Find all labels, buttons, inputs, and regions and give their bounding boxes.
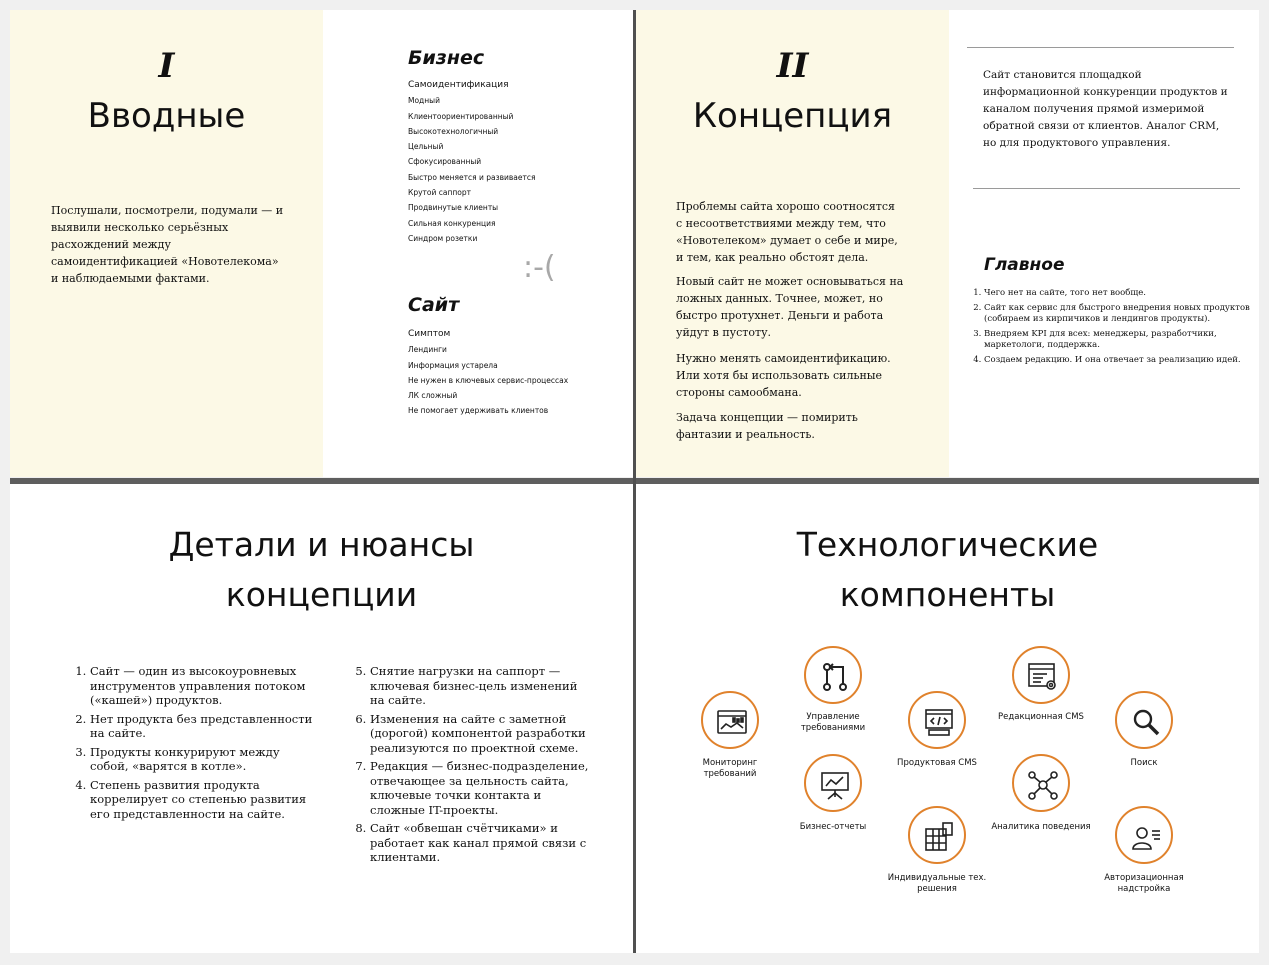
list-item: 4. Степень развития продукта коррелирует со степенью развития его представленности на сайте. [90, 778, 315, 822]
concept-paragraph: Новый сайт не может основываться на ложных данных. Точнее, может, но быстро протухнет. Деньги и работа уйдут в пустоту. [676, 275, 904, 339]
business-list [408, 78, 536, 246]
list-item: Не помогает удерживать клиентов [408, 406, 549, 416]
component-label: Редакционная CMS [998, 712, 1084, 722]
slide-title: Детали и нюансы [168, 525, 475, 564]
slide-intro [10, 10, 633, 477]
slide-details [10, 484, 633, 953]
details-list-left [70, 664, 315, 825]
monitoring-icon [701, 691, 759, 749]
slide-title: Вводные [87, 96, 246, 136]
slide-title: Технологические [796, 525, 1099, 564]
workflow-icon [804, 646, 862, 704]
divider [973, 188, 1240, 189]
presentation-chart-icon [804, 754, 862, 812]
concept-quote: Сайт становится площадкой информационной конкуренции продуктов и каналом получения прямой измеримой обратной связи от клиентов. Аналог CRM, но для продуктового управления. [983, 69, 1228, 149]
component-label: Продуктовая CMS [897, 758, 977, 768]
list-item: Цельный [408, 142, 444, 152]
component-label: Поиск [1130, 758, 1158, 768]
divider [967, 47, 1234, 48]
list-item: Крутой саппорт [408, 188, 471, 198]
component-label: Бизнес-отчеты [799, 822, 867, 832]
list-item: Сильная конкуренция [408, 218, 496, 228]
site-heading: Сайт [408, 294, 460, 316]
window-gear-icon [1012, 646, 1070, 704]
list-item: 2. Нет продукта без представленности на сайте. [90, 712, 315, 741]
list-item: Сфокусированный [408, 157, 482, 167]
business-heading: Бизнес [408, 47, 485, 69]
component-label: Аналитика поведения [991, 822, 1091, 832]
grid-pen-icon [908, 806, 966, 864]
concept-paragraph: Задача концепции — помирить фантазии и реальность. [676, 411, 858, 441]
main-list [968, 288, 1252, 369]
list-item: Продвинутые клиенты [408, 203, 499, 213]
concept-paragraph: Нужно менять самоидентификацию. Или хотя бы использовать сильные стороны самообмана. [676, 352, 891, 399]
search-icon [1115, 691, 1173, 749]
concept-paragraph: Проблемы сайта хорошо соотносятся с несоответствиями между тем, что «Новотелеком» думает о себе и мире, и тем, как реально обстоят дела. [676, 200, 898, 264]
list-item: Быстро меняется и развивается [408, 172, 536, 182]
list-item: Самоидентификация [408, 80, 509, 90]
site-list [408, 327, 568, 419]
list-item: 3. Продукты конкурируют между собой, «варятся в котле». [90, 745, 315, 774]
list-item: 1. Сайт — один из высокоуровневых инструментов управления потоком («кашей») продуктов. [90, 664, 315, 708]
list-item: ЛК сложный [408, 391, 458, 401]
user-profile-icon [1115, 806, 1173, 864]
component-label: Индивидуальные тех. решения [887, 873, 987, 894]
slide-concept [636, 10, 1259, 477]
slide-roman-numeral: II [776, 46, 809, 86]
slide-roman-numeral: I [158, 46, 175, 86]
network-nodes-icon [1012, 754, 1070, 812]
list-item: 1. Чего нет на сайте, того нет вообще. [984, 288, 1252, 300]
slide-tech-components [636, 484, 1259, 953]
list-item: Клиентоориентированный [408, 111, 514, 121]
list-item: 7. Редакция — бизнес-подразделение, отвечающее за цельность сайта, ключевые точки контакта и сложные IT-проекты. [370, 759, 595, 817]
list-item: Информация устарела [408, 360, 498, 370]
list-item: 5. Снятие нагрузки на саппорт — ключевая бизнес-цель изменений на сайте. [370, 664, 595, 708]
component-label: Авторизационная надстройка [1104, 873, 1184, 894]
component-label: Мониторинг требований [702, 758, 758, 779]
list-item: 4. Создаем редакцию. И она отвечает за реализацию идей. [984, 355, 1252, 367]
slide-title: концепции [225, 575, 418, 614]
list-item: 3. Внедряем KPI для всех: менеджеры, разработчики, маркетологи, поддержка. [984, 329, 1252, 352]
code-window-icon [908, 691, 966, 749]
slide-intro-text: Послушали, посмотрели, подумали — и выявили несколько серьёзных расхождений между самоидентификацией «Новотелекома» и наблюдаемыми фактами. [51, 204, 284, 285]
list-item: Высокотехнологичный [408, 126, 499, 136]
list-item: 2. Сайт как сервис для быстрого внедрения новых продуктов (собираем из кирпичиков и лендингов продукты). [984, 303, 1252, 326]
slide-title: компоненты [839, 575, 1056, 614]
list-item: 6. Изменения на сайте с заметной (дорогой) компонентой разработки реализуются по проектной схеме. [370, 712, 595, 756]
sad-emoticon: :-( [523, 250, 556, 285]
slide-title: Концепция [692, 96, 893, 136]
component-label: Управление требованиями [800, 712, 866, 733]
list-item: Не нужен в ключевых сервис-процессах [408, 375, 569, 385]
list-item: Синдром розетки [408, 233, 478, 243]
list-item: Симптом [408, 329, 451, 339]
list-item: Модный [408, 96, 440, 106]
list-item: Лендинги [408, 345, 447, 355]
details-list-right [350, 664, 595, 869]
list-item: 8. Сайт «обвешан счётчиками» и работает как канал прямой связи с клиентами. [370, 821, 595, 865]
main-heading: Главное [984, 255, 1065, 275]
